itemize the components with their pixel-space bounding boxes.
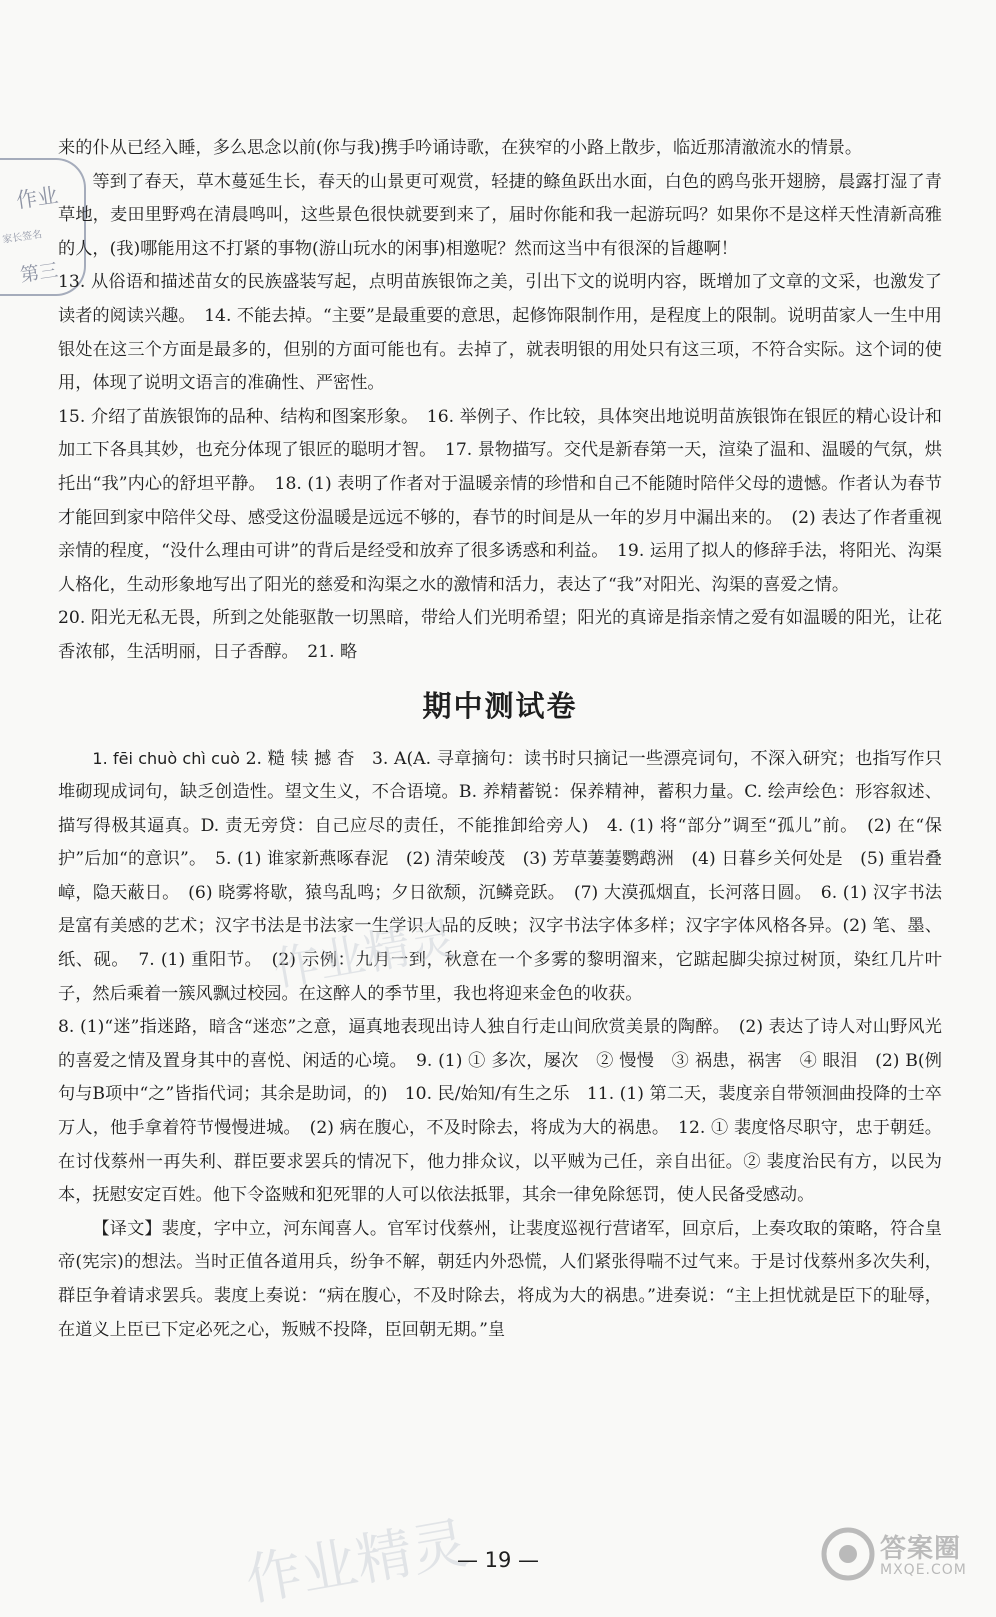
- page-number: — 19 —: [456, 1548, 540, 1572]
- paragraph-translation: 【译文】裴度，字中立，河东闻喜人。官军讨伐蔡州，让裴度巡视行营诸军，回京后，上奏攻取的策略，符合皇帝(宪宗)的想法。当时正值各道用兵，纷争不解，朝廷内外恐慌，人们紧张得喘不过气来。于是讨伐蔡州多次失利，群臣争着请求罢兵。裴度上奏说：“病在腹心，不及时除去，将成为大的祸患。”进奏说：“主上担忧就是臣下的耻辱，在道义上臣已下定必死之心，叛贼不投降，臣回朝无期。”皇: [58, 1218, 942, 1340]
- logo-text: 答案圈: [880, 1534, 962, 1564]
- paragraph-7: 8. (1)“迷”指迷路，暗含“迷恋”之意，逼真地表现出诗人独自行走山间欣赏美景的陶醉。 (2) 表达了诗人对山野风光的喜爱之情及置身其中的喜悦、闲适的心境。 9. (1) ① 多次，屡次 ② 慢慢 ③ 祸患，祸害 ④ 眼泪 (2) B(例句与B项中“之”皆指代词；其余是助词，的) 10. 民/始知/有生之乐 11. (1) 第二天，裴度亲自带领洄曲投降的士卒万人，他手拿着符节慢慢进城。 (2) 病在腹心，不及时除去，将成为大的祸患。 12. ① 裴度恪尽职守，忠于朝廷。在讨伐蔡州一再失利、群臣要求罢兵的情况下，他力排众议，以平贼为己任，亲自出征。② 裴度治民有方，以民为本，抚慰安定百姓。他下令盗贼和犯死罪的人可以依法抵罪，其余一律免除惩罚，使人民备受感动。: [58, 1017, 942, 1206]
- stamp-line-2: 家长签名: [1, 229, 43, 246]
- paragraph-2: 等到了春天，草木蔓延生长，春天的山景更可观赏，轻捷的鲦鱼跃出水面，白色的鸥鸟张开翅膀，晨露打湿了青草地，麦田里野鸡在清晨鸣叫，这些景色很快就要到来了，届时你能和我一起游玩吗？如果你不是这样天性清新高雅的人，(我)哪能用这不打紧的事物(游山玩水的闲事)相邀呢？然而这当中有很深的旨趣啊！: [58, 171, 942, 259]
- watermark-bottom: 作业精灵: [240, 1510, 473, 1614]
- pinyin-answer: 1. fēi chuò chì cuò: [92, 748, 240, 768]
- paragraph-4: 15. 介绍了苗族银饰的品种、结构和图案形象。 16. 举例子、作比较，具体突出地说明苗族银饰在银匠的精心设计和加工下各具其妙，也充分体现了银匠的聪明才智。 17. 景物描写。交代是新春第一天，渲染了温和、温暖的气氛，烘托出“我”内心的舒坦平静。 18. (1) 表明了作者对于温暖亲情的珍惜和自己不能随时陪伴父母的遗憾。作者认为春节才能回到家中陪伴父母、感受这份温暖是远远不够的，春节的时间是从一年的岁月中漏出来的。 (2) 表达了作者重视亲情的程度，“没什么理由可讲”的背后是经受和放弃了很多诱惑和利益。 19. 运用了拟人的修辞手法，将阳光、沟渠人格化，生动形象地写出了阳光的慈爱和沟渠之水的激情和活力，表达了“我”对阳光、沟渠的喜爱之情。: [58, 406, 942, 595]
- paragraph-6: [58, 742, 942, 1012]
- paragraph-1: 来的仆从已经入睡，多么思念以前(你与我)携手吟诵诗歌，在狭窄的小路上散步，临近那清澈流水的情景。: [58, 138, 863, 158]
- logo-circle-icon: [820, 1526, 876, 1582]
- stamp-line-1: 作业: [14, 183, 60, 213]
- paragraph-6-text: 2. 糙 犊 撼 杳 3. A(A. 寻章摘句：读书时只摘记一些漂亮词句，不深入研究；也指写作只堆砌现成词句，缺乏创造性。望文生义，不合语境。B. 养精蓄锐：保养精神，蓄积力量。C. 绘声绘色：形容叙述、描写得极其逼真。D. 责无旁贷：自己应尽的责任，不能推卸给旁人) 4. (1) 将“部分”调至“孤儿”前。 (2) 在“保护”后加“的意识”。 5. (1) 谁家新燕啄春泥 (2) 清荣峻茂 (3) 芳草萋萋鹦鹉洲 (4) 日暮乡关何处是 (5) 重岩叠嶂，隐天蔽日。 (6) 晓雾将歇，猿鸟乱鸣；夕日欲颓，沉鳞竞跃。 (7) 大漠孤烟直，长河落日圆。 6. (1) 汉字书法是富有美感的艺术；汉字书法是书法家一生学识人品的反映；汉字书法字体多样；汉字字体风格各异。(2) 笔、墨、纸、砚。 7. (1) 重阳节。 (2) 示例：九月一到，秋意在一个多雾的黎明溜来，它踮起脚尖掠过树顶，染红几片叶子，然后乘着一簇风飘过校园。在这醉人的季节里，我也将迎来金色的收获。: [58, 748, 942, 1004]
- site-logo: [818, 1522, 988, 1586]
- stamp-line-3: 第三: [18, 259, 60, 287]
- watermark-top: 作业精灵: [269, 911, 460, 997]
- page-content: [58, 132, 942, 1347]
- paragraph-3: 13. 从俗语和描述苗女的民族盛装写起，点明苗族银饰之美，引出下文的说明内容，既增加了文章的文采，也激发了读者的阅读兴趣。 14. 不能去掉。“主要”是最重要的意思，起修饰限制作用，是程度上的限制。说明苗家人一生中用银处在这三个方面是最多的，但别的方面可能也有。去掉了，就表明银的用处只有这三项，不符合实际。这个词的使用，体现了说明文语言的准确性、严密性。: [58, 272, 942, 394]
- section-title: 期中测试卷: [422, 688, 578, 723]
- paragraph-5: 20. 阳光无私无畏，所到之处能驱散一切黑暗，带给人们光明希望；阳光的真谛是指亲情之爱有如温暖的阳光，让花香浓郁，生活明丽，日子香醇。 21. 略: [58, 608, 942, 662]
- logo-url: MXQE.COM: [880, 1562, 967, 1578]
